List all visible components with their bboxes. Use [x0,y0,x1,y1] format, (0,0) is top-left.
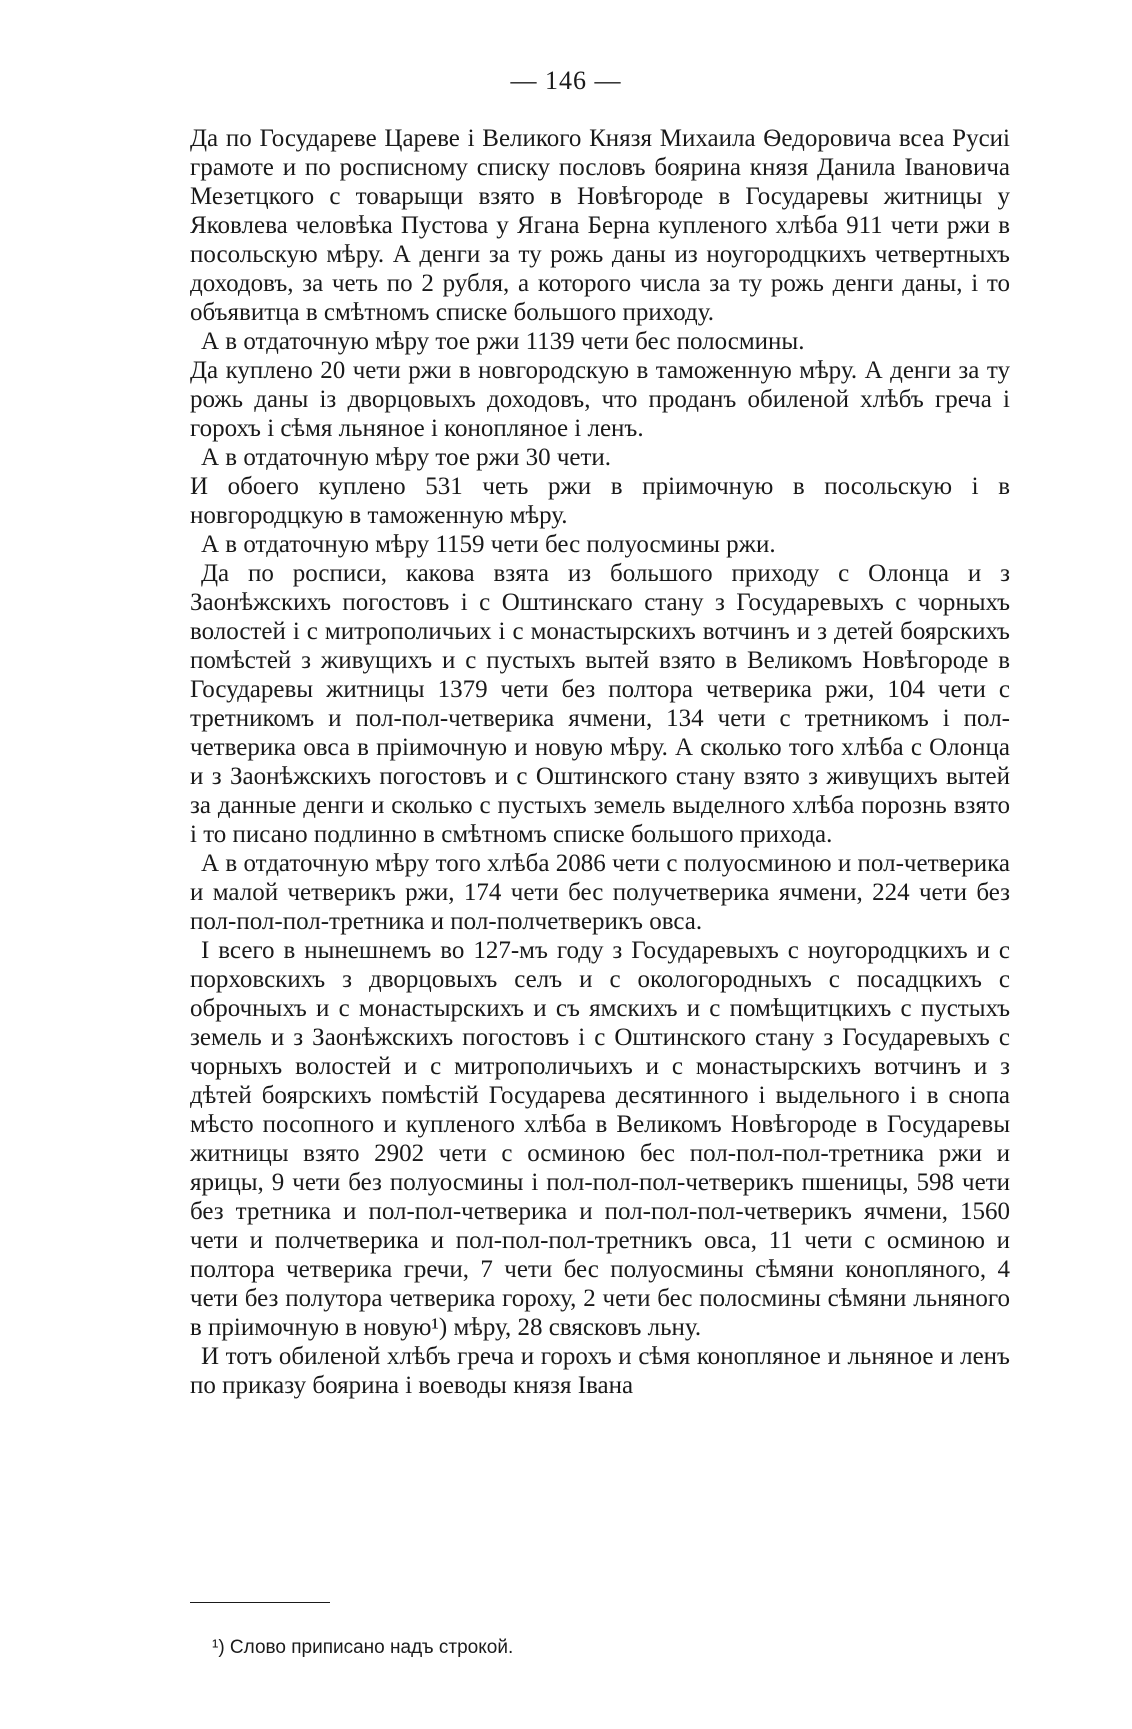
paragraph: А в отдаточную мѣру тое ржи 1139 чети бес полосмины. [201,328,805,355]
paragraph: А в отдаточную мѣру того хлѣба 2086 чети с полуосминою и пол-четверика и малой четверикъ ржи, 174 чети бес получетверика ячмени, 224 чети без пол-пол-пол-третника и пол-полчетверикъ овса. [190,850,1010,935]
paragraph: А в отдаточную мѣру 1159 чети бес полуосмины ржи. [201,531,776,558]
footnote: ¹) Слово приписано надъ строкой. [212,1637,514,1658]
footnote-rule [190,1602,330,1603]
paragraph: Да по росписи, какова взята из большого приходу с Олонца и з Заонѣжскихъ погостовъ і с Оштинскаго стану з Государевыхъ с чорныхъ волостей і с митрополичьих і с монастырскихъ вотчинъ и з детей боярскихъ помѣстей з живущихъ и с пустыхъ вытей взято в Великомъ Новѣгороде в Государевы житницы 1379 чети без полтора четверика ржи, 104 чети с третникомъ и пол-пол-четверика ячмени, 134 чети с третникомъ і пол-четверика овса в пріимочную и новую мѣру. А сколько того хлѣба с Олонца и з Заонѣжскихъ погостовъ и с Оштинского стану взято з живущихъ вытей за данные денги и сколько с пустыхъ земель выделного хлѣба порознь взято і то писано подлинно в смѣтномъ списке большого прихода. [190,560,1010,848]
paragraph: Да по Государеве Цареве і Великого Князя Михаила Ѳедоровича всеа Русиі грамоте и по росписному списку пословъ боярина князя Данила Івановича Мезетцкого с товарыщи взято в Новѣгороде в Государевы житницы у Яковлева человѣка Пустова у Ягана Берна купленого хлѣба 911 чети ржи в посольскую мѣру. А денги за ту рожь даны из ноугородцкихъ четвертныхъ доходовъ, за четь по 2 рубля, а которого числа за ту рожь денги даны, і то объявитца в смѣтномъ списке большого приходу. [190,125,1010,326]
body-text [190,124,1010,1400]
paragraph: І всего в нынешнемъ во 127-мъ году з Государевыхъ с ноугородцкихъ и с порховскихъ з дворцовыхъ селъ и с окологородныхъ с посадцкихъ с оброчныхъ и с монастырскихъ и съ ямскихъ и с помѣщитцкихъ с пустыхъ земель и з Заонѣжскихъ погостовъ і с Оштинского стану з Государевыхъ с чорныхъ волостей и с митрополичьихъ и с монастырскихъ вотчинъ и з дѣтей боярскихъ помѣстій Государева десятинного і выдельного і в снопа мѣсто посопного и купленого хлѣба в Великомъ Новѣгороде в Государевы житницы взято 2902 чети с осминою бес пол-пол-пол-третника ржи и ярицы, 9 чети без полуосмины і пол-пол-пол-четверикъ пшеницы, 598 чети без третника и пол-пол-четверика и пол-пол-пол-четверикъ ячмени, 1560 чети и полчетверика и пол-пол-пол-третникъ овса, 11 чети с осминою и полтора четверика гречи, 7 чети бес полуосмины сѣмяни конопляного, 4 чети без полутора четверика гороху, 2 чети бес полосмины сѣмяни льняного в пріимочную в новую¹) мѣру, 28 свясковъ льну. [190,937,1010,1341]
page-number: — 146 — [510,66,622,95]
paragraph: И обоего куплено 531 четь ржи в пріимочную в посольскую і в новгородцкую в таможенную мѣру. [190,473,1010,529]
paragraph: А в отдаточную мѣру тое ржи 30 чети. [201,444,612,471]
paragraph: Да куплено 20 чети ржи в новгородскую в таможенную мѣру. А денги за ту рожь даны із дворцовыхъ доходовъ, что проданъ обиленой хлѣбъ греча і горохъ і сѣмя льняное і конопляное і ленъ. [190,357,1010,442]
paragraph: И тотъ обиленой хлѣбъ греча и горохъ и сѣмя конопляное и льняное и ленъ по приказу боярина і воеводы князя Івана [190,1343,1010,1399]
